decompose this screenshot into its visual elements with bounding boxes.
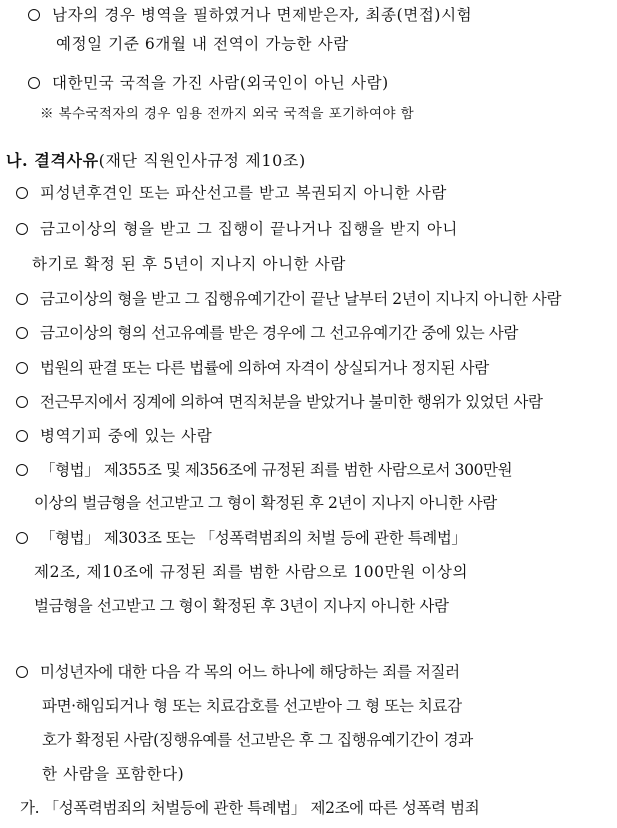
circle-bullet-icon: [16, 464, 28, 476]
circle-bullet-icon: [16, 396, 28, 408]
circle-bullet-icon: [16, 362, 28, 374]
circle-bullet-icon: [28, 9, 40, 21]
list-item: 금고이상의 형을 받고 그 집행이 끝나거나 집행을 받지 아니: [16, 218, 458, 240]
list-item-continuation: 한 사람을 포함한다): [42, 765, 185, 783]
list-item-continuation: 벌금형을 선고받고 그 형이 확정된 후 3년이 지나지 아니한 사람: [34, 597, 449, 615]
list-item-continuation: 제2조, 제10조에 규정된 죄를 범한 사람으로 100만원 이상의: [34, 563, 469, 581]
list-item: 미성년자에 대한 다음 각 목의 어느 하나에 해당하는 죄를 저질러: [16, 661, 460, 683]
list-item-continuation: 예정일 기준 6개월 내 전역이 가능한 사람: [56, 35, 349, 53]
list-item: 법원의 판결 또는 다른 법률에 의하여 자격이 상실되거나 정지된 사람: [16, 357, 489, 379]
list-item: 피성년후견인 또는 파산선고를 받고 복권되지 아니한 사람: [16, 182, 447, 204]
list-item-continuation: 이상의 벌금형을 선고받고 그 형이 확정된 후 2년이 지나지 아니한 사람: [34, 494, 497, 512]
circle-bullet-icon: [16, 327, 28, 339]
list-item: 병역기피 중에 있는 사람: [16, 425, 212, 447]
list-item: 금고이상의 형을 받고 그 집행유예기간이 끝난 날부터 2년이 지나지 아니한 사람: [16, 288, 561, 310]
list-item-continuation: 파면·해임되거나 형 또는 치료감호를 선고받아 그 형 또는 치료감: [42, 697, 462, 715]
note-text: ※ 복수국적자의 경우 임용 전까지 외국 국적을 포기하여야 함: [40, 106, 415, 122]
list-item: 전근무지에서 징계에 의하여 면직처분을 받았거나 불미한 행위가 있었던 사람: [16, 391, 543, 413]
circle-bullet-icon: [16, 293, 28, 305]
list-item: 남자의 경우 병역을 필하였거나 면제받은자, 최종(면접)시험: [28, 4, 472, 26]
sub-list-item: 가. 「성폭력범죄의 처벌등에 관한 특례법」 제2조에 따른 성폭력 범죄: [20, 799, 480, 817]
circle-bullet-icon: [16, 666, 28, 678]
section-heading: 나. 결격사유(재단 직원인사규정 제10조): [6, 151, 306, 170]
list-item-continuation: 호가 확정된 사람(징행유예를 선고받은 후 그 집행유예기간이 경과: [42, 731, 473, 749]
circle-bullet-icon: [28, 77, 40, 89]
circle-bullet-icon: [16, 532, 28, 544]
list-item: 「형법」 제355조 및 제356조에 규정된 죄를 범한 사람으로서 300만원: [16, 459, 512, 481]
circle-bullet-icon: [16, 223, 28, 235]
list-item: 금고이상의 형의 선고유예를 받은 경우에 그 선고유예기간 중에 있는 사람: [16, 322, 518, 344]
circle-bullet-icon: [16, 187, 28, 199]
list-item: 「형법」 제303조 또는 「성폭력범죄의 처벌 등에 관한 특례법」: [16, 527, 467, 549]
circle-bullet-icon: [16, 430, 28, 442]
list-item-continuation: 하기로 확정 된 후 5년이 지나지 아니한 사람: [32, 255, 346, 273]
list-item: 대한민국 국적을 가진 사람(외국인이 아닌 사람): [28, 72, 389, 94]
